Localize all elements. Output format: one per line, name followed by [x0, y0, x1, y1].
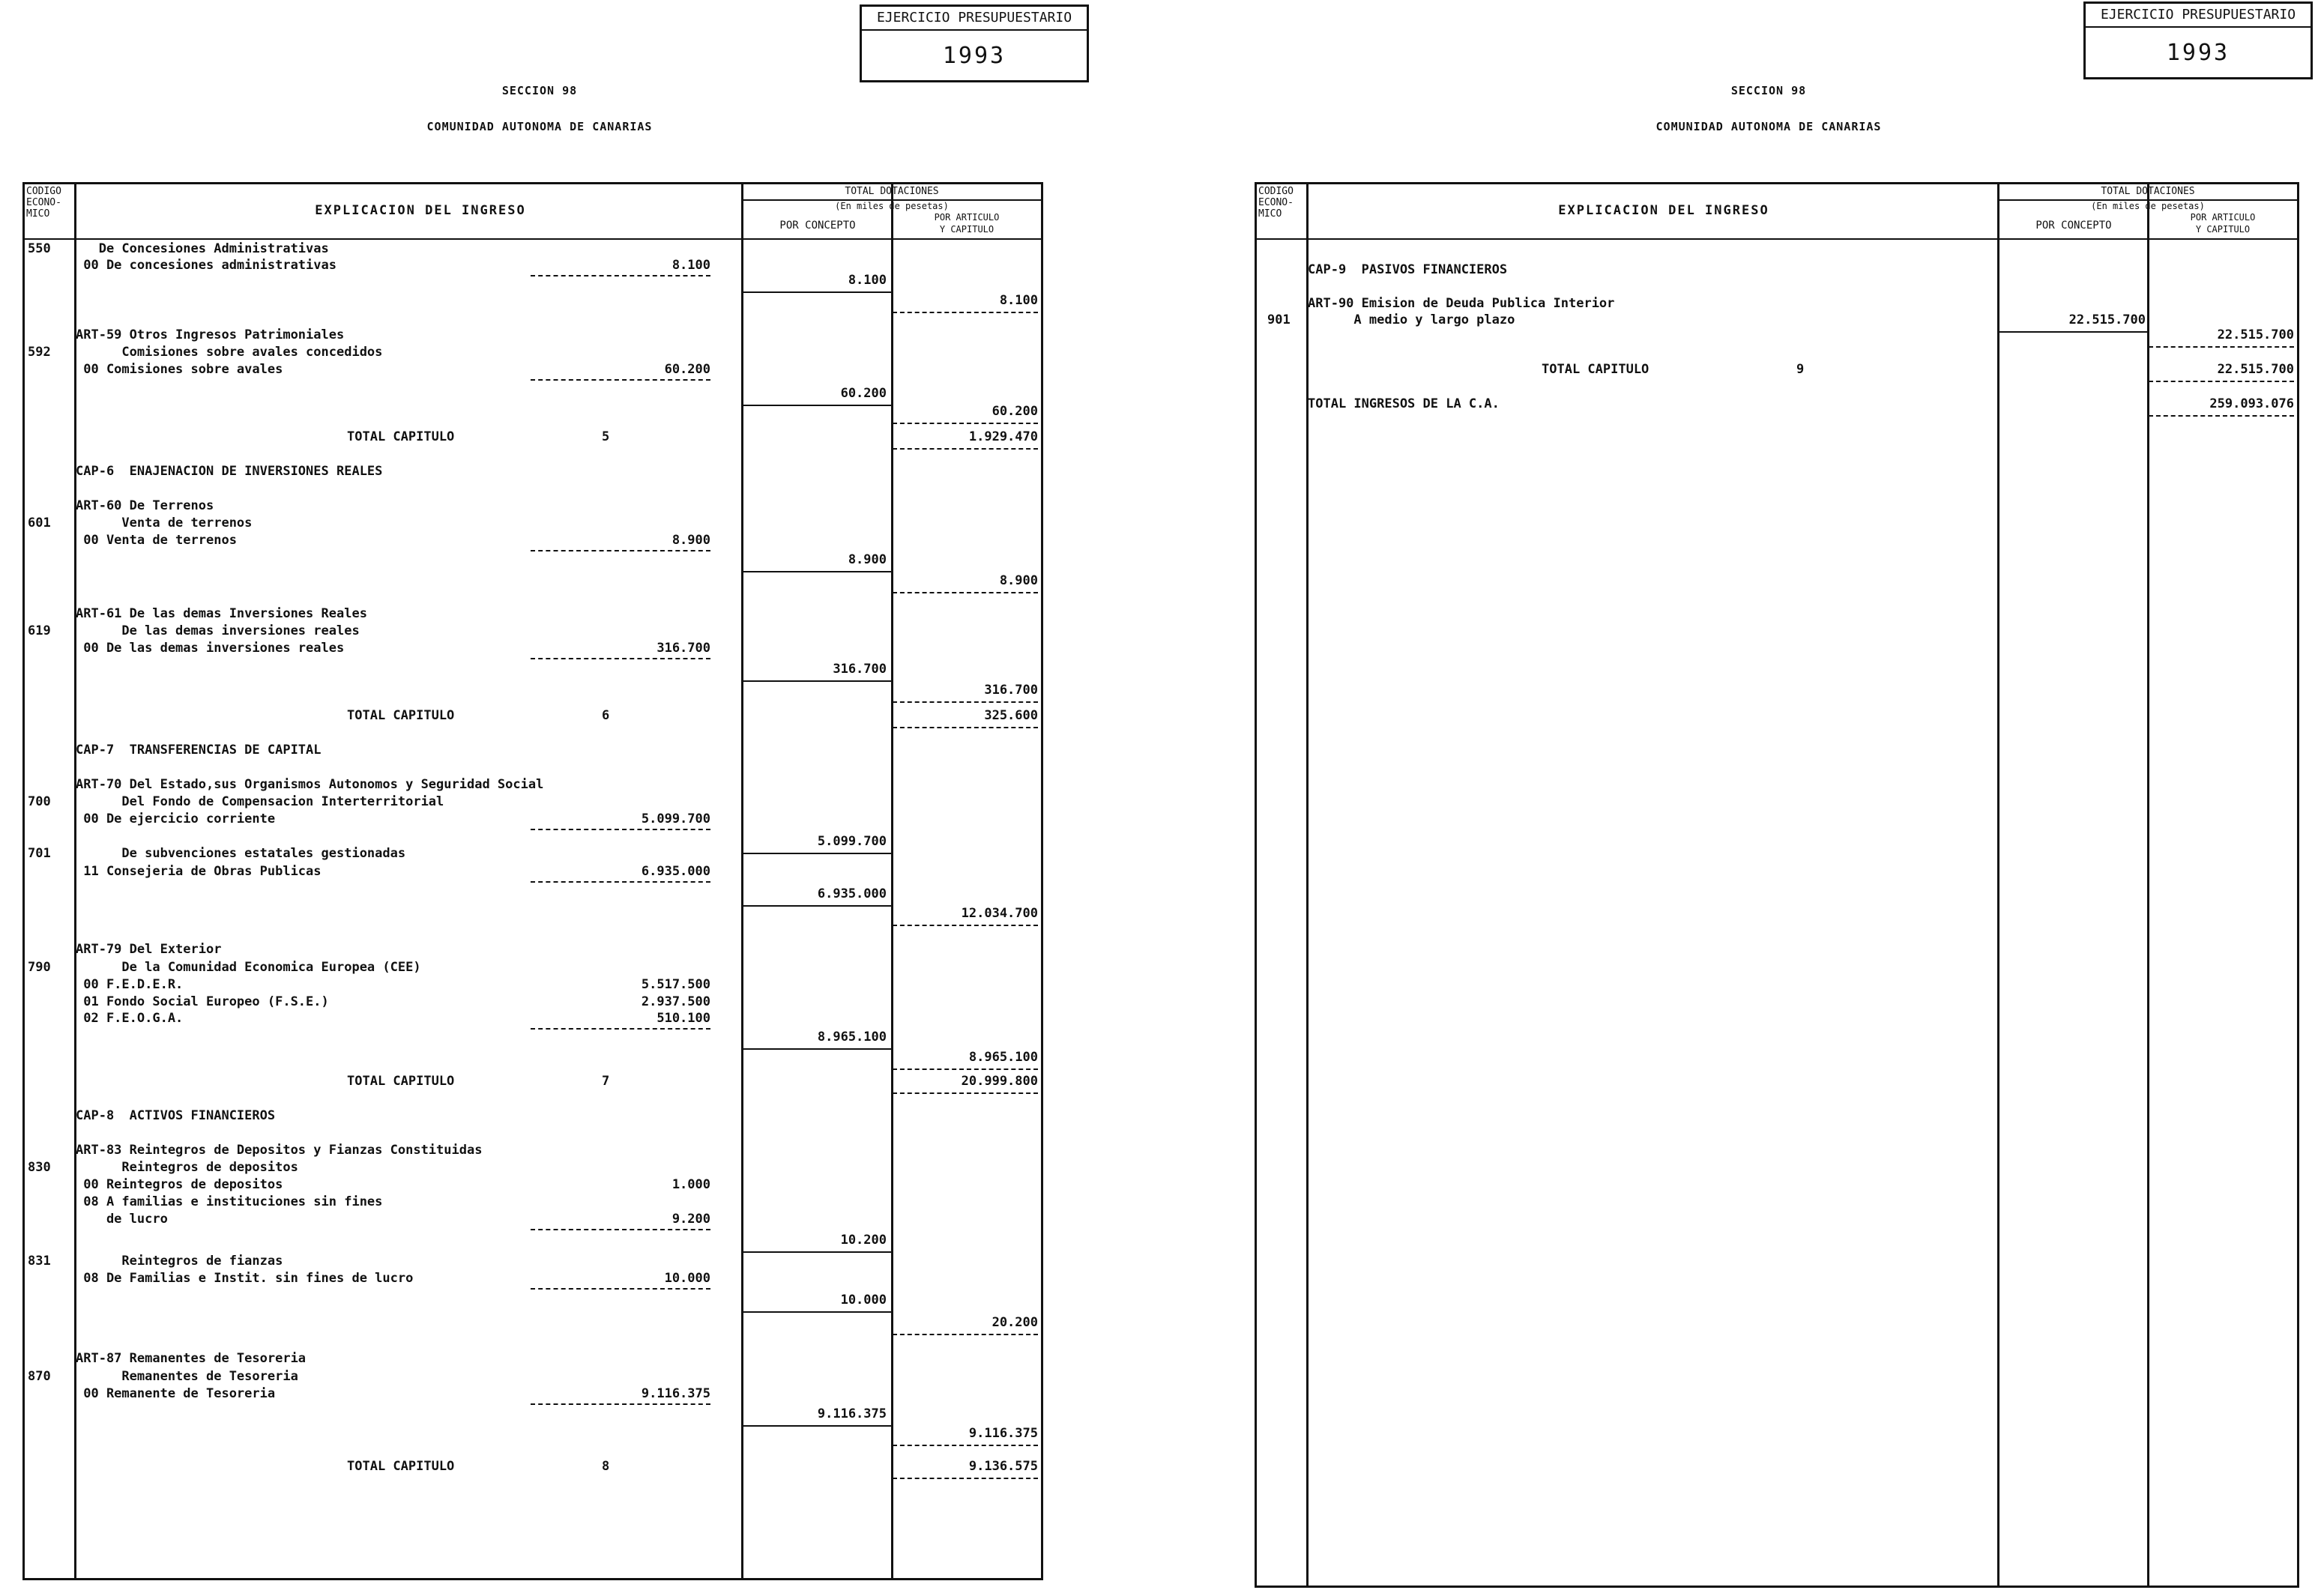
economic-code: 790: [28, 960, 51, 975]
por-concepto-amount: 60.200: [840, 386, 887, 401]
header-codigo: CODIGO ECONO- MICO: [1258, 186, 1294, 220]
ejercicio-year: 1993: [2166, 40, 2230, 66]
economic-code: 700: [28, 794, 51, 809]
economic-code: 701: [28, 846, 51, 861]
articulo-rule: [893, 312, 1038, 313]
articulo-rule: [2149, 381, 2294, 382]
concept-text: Remanentes de Tesoreria: [76, 1369, 298, 1384]
concept-text: De Concesiones Administrativas: [76, 241, 329, 256]
por-articulo-amount: 9.116.375: [968, 1426, 1038, 1441]
concept-text: Comisiones sobre avales concedidos: [76, 345, 383, 360]
budget-table: [1255, 182, 2299, 1588]
concepto-rule: [743, 853, 893, 854]
concept-text: ART-87 Remanentes de Tesoreria: [76, 1351, 307, 1366]
articulo-rule: [893, 701, 1038, 703]
concept-text: De las demas inversiones reales: [76, 623, 360, 638]
concept-amount: 316.700: [657, 641, 710, 656]
concepto-rule: [743, 680, 893, 682]
seccion-title: SECCION 98: [1730, 84, 1807, 97]
left-page: [0, 0, 1072, 1596]
concept-amount: 8.100: [671, 258, 710, 273]
concepto-rule: [743, 291, 893, 293]
concept-text: 00 De las demas inversiones reales: [76, 641, 345, 656]
articulo-rule: [2149, 415, 2294, 417]
articulo-rule: [2149, 346, 2294, 348]
por-articulo-amount: 259.093.076: [2209, 396, 2294, 411]
por-articulo-amount: 60.200: [992, 404, 1038, 419]
concept-text: ART-90 Emision de Deuda Publica Interior: [1308, 296, 1615, 311]
por-concepto-amount: 9.116.375: [817, 1406, 887, 1421]
concept-text: ART-59 Otros Ingresos Patrimoniales: [76, 327, 345, 342]
amount-rule: [531, 379, 710, 381]
capitulo-number: 6: [602, 708, 610, 723]
articulo-rule: [893, 1445, 1038, 1446]
concept-text: ART-61 De las demas Inversiones Reales: [76, 606, 367, 621]
por-articulo-amount: 8.965.100: [968, 1050, 1038, 1065]
header-codigo: CODIGO ECONO- MICO: [26, 186, 61, 220]
col-rule-articulo: [2147, 184, 2149, 1586]
concept-text: ART-79 Del Exterior: [76, 942, 222, 957]
header-por-concepto: POR CONCEPTO: [2035, 220, 2112, 232]
amount-rule: [531, 829, 710, 830]
concept-amount: 10.000: [664, 1271, 710, 1286]
por-articulo-amount: 20.999.800: [961, 1074, 1038, 1089]
ejercicio-label: EJERCICIO PRESUPUESTARIO: [2086, 4, 2311, 28]
por-concepto-amount: 8.900: [848, 552, 887, 567]
total-capitulo-label: TOTAL CAPITULO: [1542, 362, 1650, 377]
concept-amount: 510.100: [657, 1011, 710, 1026]
concept-text: CAP-6 ENAJENACION DE INVERSIONES REALES: [76, 464, 383, 479]
concepto-rule: [743, 571, 893, 572]
col-rule-articulo: [891, 184, 893, 1578]
articulo-rule: [893, 1092, 1038, 1094]
budget-table: [22, 182, 1043, 1580]
concept-text: 00 De ejercicio corriente: [76, 811, 276, 826]
por-concepto-amount: 8.100: [848, 273, 887, 288]
por-articulo-amount: 12.034.700: [961, 906, 1038, 921]
amount-rule: [531, 1229, 710, 1230]
economic-code: 830: [28, 1160, 51, 1175]
economic-code: 592: [28, 345, 51, 360]
concept-text: 00 F.E.D.E.R.: [76, 977, 184, 992]
concept-amount: 6.935.000: [641, 864, 710, 879]
concept-text: de lucro: [76, 1212, 168, 1227]
concept-text: 08 De Familias e Instit. sin fines de lucro: [76, 1271, 414, 1286]
articulo-rule: [893, 727, 1038, 728]
ejercicio-box: [860, 4, 1089, 82]
concept-text: Reintegros de fianzas: [76, 1254, 283, 1269]
concept-amount: 1.000: [671, 1177, 710, 1192]
header-explicacion: EXPLICACION DEL INGRESO: [1558, 203, 1769, 218]
concept-text: 00 Venta de terrenos: [76, 533, 237, 548]
capitulo-number: 8: [602, 1459, 610, 1474]
total-capitulo-label: TOTAL CAPITULO: [347, 1459, 455, 1474]
articulo-rule: [893, 1068, 1038, 1070]
por-articulo-amount: 22.515.700: [2217, 327, 2294, 342]
concept-text: ART-83 Reintegros de Depositos y Fianzas Constituidas: [76, 1143, 483, 1158]
economic-code: 901: [1267, 312, 1291, 327]
header-total-dotaciones: TOTAL DOTACIONES: [845, 186, 939, 197]
concepto-rule: [743, 1048, 893, 1050]
por-concepto-amount: 10.000: [840, 1293, 887, 1308]
economic-code: 550: [28, 241, 51, 256]
concept-text: 00 Comisiones sobre avales: [76, 362, 283, 377]
header-total-dotaciones: TOTAL DOTACIONES: [2101, 186, 2195, 197]
articulo-rule: [893, 592, 1038, 593]
concept-text: CAP-9 PASIVOS FINANCIEROS: [1308, 262, 1508, 277]
concept-text: 08 A familias e instituciones sin fines: [76, 1194, 383, 1209]
amount-rule: [531, 658, 710, 659]
comunidad-title: COMUNIDAD AUTONOMA DE CANARIAS: [1655, 120, 1882, 133]
economic-code: 870: [28, 1369, 51, 1384]
concept-text: De subvenciones estatales gestionadas: [76, 846, 406, 861]
ejercicio-label: EJERCICIO PRESUPUESTARIO: [862, 7, 1087, 31]
concept-text: De la Comunidad Economica Europea (CEE): [76, 960, 421, 975]
header-en-miles: (En miles de pesetas): [835, 201, 949, 211]
concept-text: TOTAL INGRESOS DE LA C.A.: [1308, 396, 1500, 411]
concept-amount: 9.116.375: [641, 1386, 710, 1401]
por-articulo-amount: 316.700: [984, 683, 1038, 698]
concepto-rule: [743, 1251, 893, 1253]
col-rule-concepto: [741, 184, 743, 1578]
por-articulo-amount: 20.200: [992, 1315, 1038, 1330]
total-capitulo-label: TOTAL CAPITULO: [347, 1074, 455, 1089]
header-rule: [25, 238, 1041, 240]
concept-text: Reintegros de depositos: [76, 1160, 298, 1175]
concept-amount: 8.900: [671, 533, 710, 548]
por-articulo-amount: 8.100: [999, 293, 1038, 308]
concept-text: 02 F.E.O.G.A.: [76, 1011, 184, 1026]
concept-text: A medio y largo plazo: [1308, 312, 1515, 327]
seccion-title: SECCION 98: [501, 84, 578, 97]
concept-text: 00 Reintegros de depositos: [76, 1177, 283, 1192]
header-explicacion: EXPLICACION DEL INGRESO: [315, 203, 526, 218]
amount-rule: [531, 1403, 710, 1405]
ejercicio-year: 1993: [942, 43, 1006, 69]
articulo-rule: [893, 1334, 1038, 1335]
capitulo-number: 9: [1796, 362, 1805, 377]
concept-text: 00 Remanente de Tesoreria: [76, 1386, 276, 1401]
economic-code: 601: [28, 516, 51, 531]
total-capitulo-label: TOTAL CAPITULO: [347, 708, 455, 723]
concepto-rule: [1999, 331, 2149, 333]
amount-rule: [531, 275, 710, 276]
concepto-rule: [743, 1311, 893, 1313]
concept-amount: 9.200: [671, 1212, 710, 1227]
por-concepto-amount: 316.700: [833, 662, 887, 677]
concept-text: 01 Fondo Social Europeo (F.S.E.): [76, 994, 329, 1009]
concept-text: ART-60 De Terrenos: [76, 498, 214, 513]
concept-amount: 60.200: [664, 362, 710, 377]
concept-text: ART-70 Del Estado,sus Organismos Autonomos y Seguridad Social: [76, 777, 544, 792]
por-articulo-amount: 8.900: [999, 573, 1038, 588]
por-articulo-amount: 22.515.700: [2217, 362, 2294, 377]
por-concepto-amount: 6.935.000: [817, 886, 887, 901]
concept-text: 11 Consejeria de Obras Publicas: [76, 864, 322, 879]
concepto-rule: [743, 1425, 893, 1427]
capitulo-number: 7: [602, 1074, 610, 1089]
header-en-miles: (En miles de pesetas): [2091, 201, 2205, 211]
ejercicio-box: [2083, 1, 2313, 79]
amount-rule: [531, 881, 710, 883]
por-concepto-amount: 5.099.700: [817, 834, 887, 849]
header-por-concepto: POR CONCEPTO: [779, 220, 856, 232]
amount-rule: [531, 1288, 710, 1290]
col-rule-concepto: [1997, 184, 1999, 1586]
concept-amount: 5.517.500: [641, 977, 710, 992]
right-page: [1229, 0, 2315, 1596]
header-rule: [1257, 238, 2297, 240]
articulo-rule: [893, 448, 1038, 450]
por-concepto-amount: 22.515.700: [2068, 312, 2146, 327]
capitulo-number: 5: [602, 429, 610, 444]
articulo-rule: [893, 925, 1038, 926]
por-articulo-amount: 1.929.470: [968, 429, 1038, 444]
col-rule-codigo: [1306, 184, 1309, 1586]
concepto-rule: [743, 905, 893, 907]
comunidad-title: COMUNIDAD AUTONOMA DE CANARIAS: [426, 120, 653, 133]
por-concepto-amount: 8.965.100: [817, 1030, 887, 1045]
amount-rule: [531, 550, 710, 551]
total-capitulo-label: TOTAL CAPITULO: [347, 429, 455, 444]
amount-rule: [531, 1028, 710, 1030]
concept-text: 00 De concesiones administrativas: [76, 258, 336, 273]
header-por-articulo: POR ARTICULO Y CAPITULO: [934, 212, 1000, 235]
concept-text: Venta de terrenos: [76, 516, 253, 531]
por-concepto-amount: 10.200: [840, 1233, 887, 1248]
articulo-rule: [893, 1478, 1038, 1479]
concept-amount: 5.099.700: [641, 811, 710, 826]
concept-amount: 2.937.500: [641, 994, 710, 1009]
por-articulo-amount: 9.136.575: [968, 1459, 1038, 1474]
concepto-rule: [743, 405, 893, 406]
concept-text: Del Fondo de Compensacion Interterritorial: [76, 794, 444, 809]
header-por-articulo: POR ARTICULO Y CAPITULO: [2190, 212, 2256, 235]
economic-code: 831: [28, 1254, 51, 1269]
economic-code: 619: [28, 623, 51, 638]
concept-text: CAP-7 TRANSFERENCIAS DE CAPITAL: [76, 743, 322, 758]
concept-text: CAP-8 ACTIVOS FINANCIEROS: [76, 1108, 276, 1123]
articulo-rule: [893, 423, 1038, 424]
por-articulo-amount: 325.600: [984, 708, 1038, 723]
